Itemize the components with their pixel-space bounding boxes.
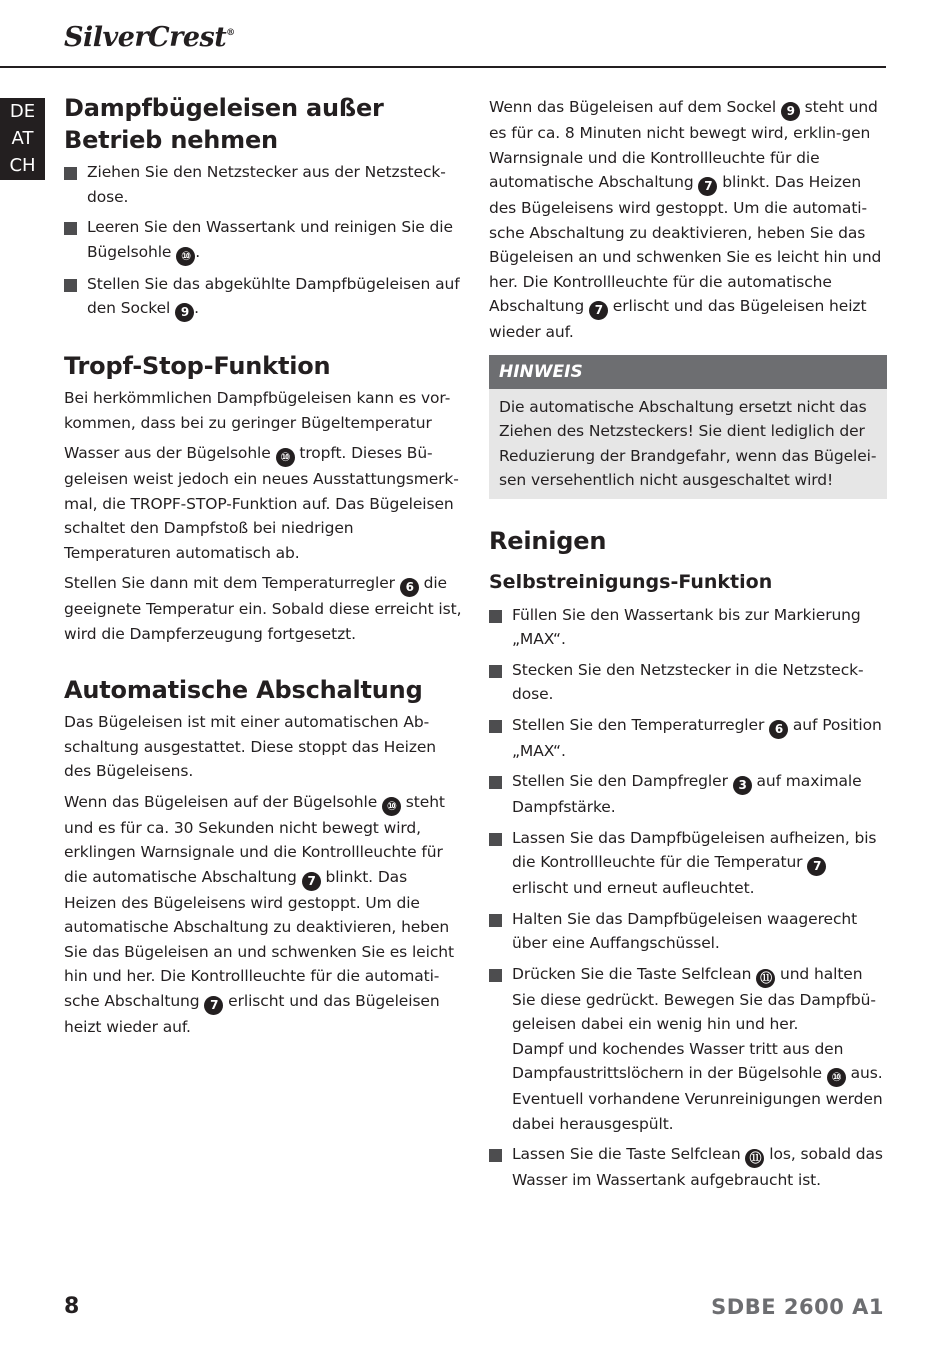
list-item: Lassen Sie das Dampfbügeleisen aufheizen, bis die Kontrollleuchte für die Temperatur 7 erlischt und erneut aufleuchtet. <box>489 826 887 901</box>
bullet-square-icon <box>489 720 502 733</box>
section-title-auto-shutoff: Automatische Abschaltung <box>64 676 423 704</box>
bullet-square-icon <box>489 610 502 623</box>
ref-number-badge: ⑪ <box>756 969 775 988</box>
bullet-square-icon <box>489 969 502 982</box>
paragraph: Bei herkömmlichen Dampfbügeleisen kann es vor-kommen, dass bei zu geringer Bügeltemperatur <box>64 389 451 432</box>
ref-number-badge: 7 <box>589 301 608 320</box>
section-title-drip-stop: Tropf-Stop-Funktion <box>64 352 331 380</box>
bullet-square-icon <box>489 776 502 789</box>
left-column <box>64 92 464 1045</box>
brand-logo: SilverCrest® <box>64 22 235 53</box>
ref-number-badge: 7 <box>698 177 717 196</box>
ref-number-badge: ⑩ <box>276 448 295 467</box>
list-item: Ziehen Sie den Netzstecker aus der Netzsteck-dose. <box>64 160 464 209</box>
list-item: Stellen Sie den Dampfregler 3 auf maximale Dampfstärke. <box>489 769 887 820</box>
subsection-title-selfclean: Selbstreinigungs-Funktion <box>489 570 773 593</box>
paragraph: Wasser aus der Bügelsohle ⑩ tropft. Dieses Bü-geleisen weist jedoch ein neues Ausstattungsmerk-mal, die TROPF-STOP-Funktion auf. Das Bügeleisen schaltet den Dampfstoß bei niedrigen Temperaturen automatisch ab. <box>64 444 459 562</box>
paragraph: Stellen Sie dann mit dem Temperaturregler 6 die geeignete Temperatur ein. Sobald diese erreicht ist, wird die Dampferzeugung fortgesetzt. <box>64 574 462 643</box>
bullet-square-icon <box>64 222 77 235</box>
lang-ch: CH <box>9 155 36 176</box>
note-text: Die automatische Abschaltung ersetzt nicht das Ziehen des Netzsteckers! Sie dient lediglich der Reduzierung der Brandgefahr, wenn das Bügelei-sen versehentlich nicht ausgeschaltet wird! <box>499 397 877 489</box>
list-item: Stellen Sie das abgekühlte Dampfbügeleisen auf den Sockel 9 . <box>64 272 464 323</box>
bullet-square-icon <box>64 279 77 292</box>
paragraph: Das Bügeleisen ist mit einer automatischen Ab-schaltung ausgestattet. Diese stoppt das Heizen des Bügeleisens. <box>64 713 437 780</box>
list-item: Stellen Sie den Temperaturregler 6 auf Position „MAX“. <box>489 713 887 764</box>
ref-number-badge: ⑩ <box>827 1068 846 1087</box>
shutdown-list <box>64 160 464 322</box>
paragraph: Wenn das Bügeleisen auf der Bügelsohle ⑩ steht und es für ca. 30 Sekunden nicht bewegt wird, erklingen Warnsignale und die Kontrollleuchte für die automatische Abschaltung 7 blinkt. Das Heizen des Bügeleisens wird gestoppt. Um die automatische Abschaltung zu deaktivieren, heben Sie das Bügeleisen an und schwenken Sie es leicht hin und her. Die Kontrollleuchte für die automati-sche Abschaltung 7 erlischt und das Bügeleisen heizt wieder auf. <box>64 792 454 1036</box>
page-number: 8 <box>64 1294 80 1319</box>
ref-number-badge: 7 <box>204 996 223 1015</box>
list-item: Stecken Sie den Netzstecker in die Netzsteck-dose. <box>489 658 887 707</box>
right-column <box>489 95 887 1199</box>
ref-number-badge: 7 <box>302 872 321 891</box>
bullet-square-icon <box>489 833 502 846</box>
bullet-square-icon <box>489 1149 502 1162</box>
lang-at: AT <box>11 128 34 149</box>
section-title-shutdown: Dampfbügeleisen außer Betrieb nehmen <box>64 94 384 154</box>
header-rule <box>0 66 886 68</box>
list-item: Lassen Sie die Taste Selfclean ⑪ los, sobald das Wasser im Wassertank aufgebraucht ist. <box>489 1142 887 1193</box>
list-item: Halten Sie das Dampfbügeleisen waagerecht über eine Auffangschüssel. <box>489 907 887 956</box>
ref-number-badge: 9 <box>781 102 800 121</box>
note-box <box>489 355 887 499</box>
ref-number-badge: 3 <box>733 776 752 795</box>
list-item: Drücken Sie die Taste Selfclean ⑪ und halten Sie diese gedrückt. Bewegen Sie das Dampfbü-geleisen dabei ein wenig hin und her. Dampf und kochendes Wasser tritt aus den Dampfaustrittslöchern in der Bügelsohle ⑩ aus. Eventuell vorhandene Verunreinigungen werden dabei herausgespült. <box>489 962 887 1137</box>
cleaning-list <box>489 603 887 1193</box>
bullet-square-icon <box>489 665 502 678</box>
ref-number-badge: 9 <box>175 303 194 322</box>
language-tab <box>0 98 45 180</box>
ref-number-badge: ⑩ <box>176 247 195 266</box>
section-title-cleaning: Reinigen <box>489 526 607 555</box>
model-number: SDBE 2600 A1 <box>711 1295 884 1319</box>
list-item: Füllen Sie den Wassertank bis zur Markierung „MAX“. <box>489 603 887 652</box>
paragraph: Wenn das Bügeleisen auf dem Sockel 9 steht und es für ca. 8 Minuten nicht bewegt wird, erklin-gen Warnsignale und die Kontrollleuchte für die automatische Abschaltung 7 blinkt. Das Heizen des Bügeleisens wird gestoppt. Um die automati-sche Abschaltung zu deaktivieren, heben Sie das Bügeleisen an und schwenken Sie es leicht hin und her. Die Kontrollleuchte für die automatische Abschaltung 7 erlischt und das Bügeleisen heizt wieder auf. <box>489 98 882 341</box>
ref-number-badge: 6 <box>400 578 419 597</box>
ref-number-badge: 7 <box>807 857 826 876</box>
list-item: Leeren Sie den Wassertank und reinigen Sie die Bügelsohle ⑩ . <box>64 215 464 266</box>
bullet-square-icon <box>489 914 502 927</box>
note-title: HINWEIS <box>489 355 887 389</box>
ref-number-badge: 6 <box>769 720 788 739</box>
bullet-square-icon <box>64 167 77 180</box>
lang-de: DE <box>9 101 36 122</box>
ref-number-badge: ⑩ <box>382 797 401 816</box>
ref-number-badge: ⑪ <box>745 1149 764 1168</box>
